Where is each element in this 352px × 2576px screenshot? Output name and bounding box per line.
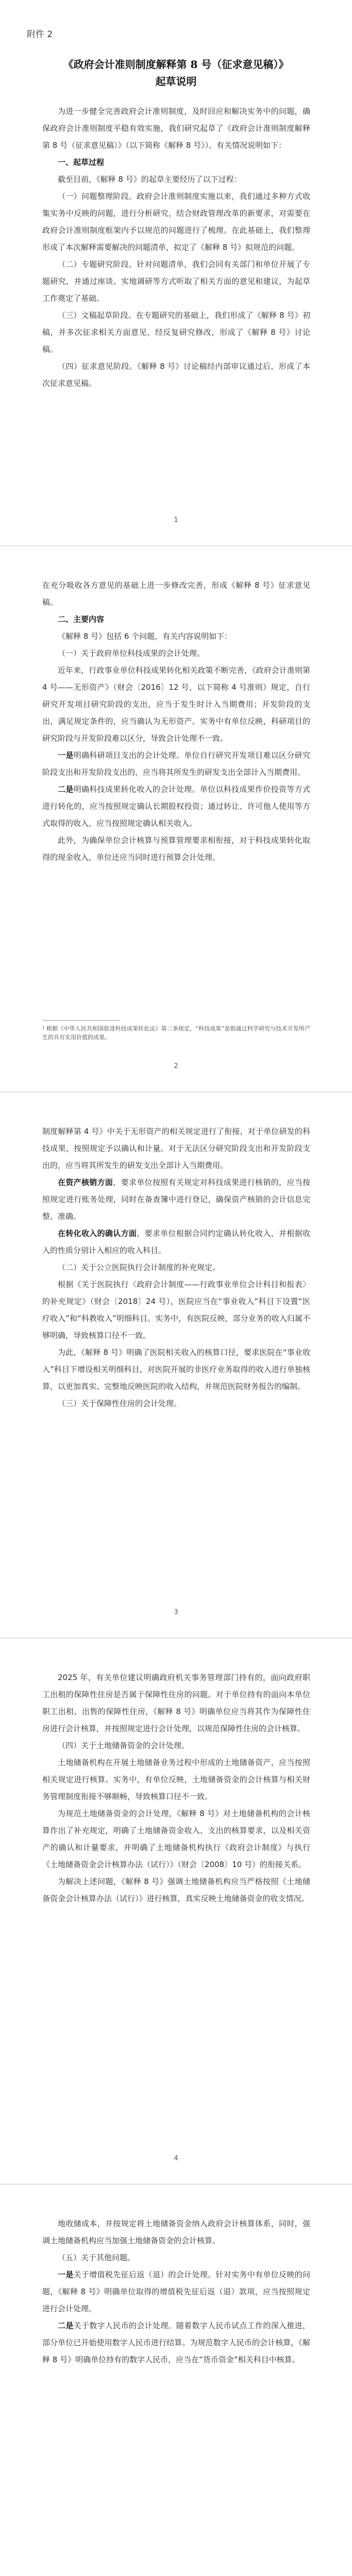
page-number: 3 xyxy=(174,1608,178,1616)
paragraph: 制度解释第 4 号》中关于无形资产的相关规定进行了衔接，对于单位研发的科技成果，按照规定予以确认和计量。对于无法区分研究阶段支出和开发阶段支出的，应当将其所发生的研发支出全部计入当期费用。 xyxy=(42,1127,310,1170)
paragraph: （三）文稿起草阶段。在专题研究的基础上，我们形成了《解释 8 号》初稿，并多次征求相关方面意见，经反复研究修改，形成了《解释 8 号》讨论稿。 xyxy=(42,311,310,354)
paragraph: （四）征求意见阶段。《解释 8 号》讨论稿经内部审议通过后，形成了本次征求意见稿。 xyxy=(42,362,310,388)
page-body xyxy=(42,1669,310,1907)
document-title: 《政府会计准则制度解释第 8 号（征求意见稿）》 xyxy=(63,58,289,71)
paragraph-lead: 二是 xyxy=(58,2321,74,2330)
page-number: 2 xyxy=(174,1062,178,1070)
page-number: 4 xyxy=(174,2155,178,2162)
document-page xyxy=(0,2184,352,2576)
paragraph xyxy=(42,1225,310,1259)
subsection-heading: （四）关于土地储备资金的会计处理。 xyxy=(58,1741,190,1750)
title-block xyxy=(31,56,321,90)
paragraph-text: 关于数字人民币的会计处理。随着数字人民币试点工作的深入推进，部分单位已开始使用数字人民币进行结算。为规范数字人民币的会计核算，《解释 8 号》明确单位持有的数字人民币，应当在“货币资金”相关科目中核算。 xyxy=(42,2321,310,2364)
paragraph: 地收储成本，并按规定将土地储备资金纳入政府会计核算体系，同时，强调土地储备机构应当加强土地储备资金的会计核算。 xyxy=(42,2219,310,2245)
paragraph: 根据《关于医院执行〈政府会计制度——行政事业单位会计科目和报表〉的补充规定》（财会〔2018〕24 号），医院应当在“事业收入”科目下设置“医疗收入”和“科教收入”明细科目。实务中，有医院反映，部分业务的收入归属不够明确，导致核算口径不一致。 xyxy=(42,1280,310,1340)
paragraph: 在充分吸收各方意见的基础上进一步修改完善，形成《解释 8 号》征求意见稿。 xyxy=(42,581,310,607)
paragraph-lead: 在转化收入的确认方面 xyxy=(58,1229,137,1238)
paragraph-lead: 一是 xyxy=(58,2270,74,2279)
paragraph-text: ，要求单位按照有关规定对科技成果进行核销的，应当按照规定进行账务处理，同时在备查簿中进行登记，确保资产核销的会计信息完整、准确。 xyxy=(42,1178,310,1221)
paragraph: 为解决上述问题，《解释 8 号》强调土地储备机构应当严格按照《土地储备资金会计核算办法（试行）》进行核算，真实反映土地储备资金的收支情况。 xyxy=(42,1877,310,1903)
paragraph: 为此，《解释 8 号》明确了医院相关收入的核算口径，要求医院在“事业收入”科目下增设相关明细科目，对医院开展的非医疗业务取得的收入进行单独核算，以更加真实、完整地反映医院的收入结构，并规范医院财务报告的编制。 xyxy=(42,1348,310,1391)
section-heading: 一、起草过程 xyxy=(58,158,105,167)
paragraph-text: ，要求单位根据合同约定确认转化收入，并根据收入的性质分别计入相应的收入科目。 xyxy=(42,1229,310,1255)
paragraph-lead: 一是 xyxy=(58,751,74,760)
page-body xyxy=(42,2215,310,2368)
subsection-heading: （三）关于保障性住房的会计处理。 xyxy=(58,1399,182,1408)
paragraph xyxy=(42,1174,310,1225)
paragraph-lead: 在资产核销方面 xyxy=(58,1178,113,1187)
page-body xyxy=(42,1123,310,1412)
paragraph: 近年来，行政事业单位科技成果转化相关政策不断完善，《政府会计准则第 4 号——无形资产》（财会〔2016〕12 号，以下简称 4 号准则）规定，自行研究开发项目研究阶段的支出，应当于发生时计入当期费用；开发阶段的支出，满足规定条件的，应当确认为无形资产。实务中有单位反映，科研项目的研究阶段与开发阶段难以区分，导致会计处理不一致。 xyxy=(42,666,310,743)
paragraph: 为规范土地储备资金的会计处理，《解释 8 号》对土地储备机构的会计核算作出了补充规定，明确了土地储备资金收入、支出的核算要求，以及相关资产的确认和计量要求，并明确了土地储备机构执行《政府会计制度》与执行《土地储备资金会计核算办法（试行）》（财会〔2008〕10 号）的衔接关系。 xyxy=(42,1809,310,1869)
paragraph: 2025 年，有关单位建议明确政府机关事务管理部门持有的，面向政府职工出租的保障性住房是否属于保障性住房的问题。对于单位持有的面向本单位职工出租、出售的保障性住房，《解释 8 号》明确单位应当将其作为保障性住房进行会计核算，并按照规定进行会计处理，以规范保障性住房的会计核算。 xyxy=(42,1673,310,1733)
attachment-label: 附件 2 xyxy=(27,29,53,40)
paragraph: 《解释 8 号》包括 6 个问题，有关内容说明如下： xyxy=(58,632,232,641)
subsection-heading: （二）关于公立医院执行会计制度的补充规定。 xyxy=(58,1263,221,1272)
subsection-heading: （五）关于其他问题。 xyxy=(58,2253,136,2262)
paragraph-text: 关于增值税先征后返（退）的会计处理。针对实务中有单位反映的问题，《解释 8 号》明确单位取得的增值税先征后返（退）款项，应当按照规定进行会计处理。 xyxy=(42,2270,310,2313)
paragraph: （一）问题整理阶段。政府会计准则制度实施以来，我们通过多种方式收集实务中反映的问题，进行分析研究，结合财政管理改革的新要求，对需要在政府会计准则制度框架内予以规范的问题进行了梳理。在此基础上，我们整理形成了本次解释需要解决的问题清单，拟定了《解释 8 号》拟规范的问题。 xyxy=(42,192,310,252)
document-page xyxy=(0,1638,352,2184)
paragraph-text: 明确科技成果转化收入的会计处理。单位以科技成果作价投资等方式进行转化的，应当按照规定确认长期股权投资；通过转让、许可他人使用等方式取得的收入，应当按照规定确认相关收入。 xyxy=(42,785,310,828)
paragraph-lead: 二是 xyxy=(58,785,74,794)
document-page xyxy=(0,546,352,1092)
subsection-heading: （一）关于政府单位科技成果的会计处理。 xyxy=(58,649,205,658)
page-body xyxy=(42,103,310,392)
document-page xyxy=(0,1092,352,1638)
paragraph-text: 明确科研项目支出的会计处理。单位自行研究开发项目难以区分研究阶段支出和开发阶段支出的，应当将其所发生的研发支出全部计入当期费用。 xyxy=(42,751,310,777)
paragraph xyxy=(42,2266,310,2317)
footnote-rule xyxy=(42,1020,120,1021)
paragraph: 此外，为确保单位会计核算与预算管理要求相衔接，对于科技成果转化取得的现金收入，单位还应当同时进行预算会计处理。 xyxy=(42,836,310,862)
paragraph: 土地储备机构在开展土地储备业务过程中形成的土地储备资产，应当按照相关规定进行核算。实务中，有单位反映，土地储备资金的会计核算与相关财务管理制度衔接不够顺畅，导致核算口径不一致。 xyxy=(42,1758,310,1801)
paragraph: 截至目前，《解释 8 号》的起草主要经历了以下过程： xyxy=(58,175,242,184)
paragraph: （二）专题研究阶段。针对问题清单，我们会同有关部门和单位开展了专题研究，并通过座谈、实地调研等方式听取了相关方面的意见和建议，为起草工作奠定了基础。 xyxy=(42,260,310,303)
section-heading: 二、主要内容 xyxy=(58,615,105,624)
paragraph xyxy=(42,781,310,832)
page-number: 1 xyxy=(174,516,178,524)
document-subtitle: 起草说明 xyxy=(155,75,197,88)
page-body xyxy=(42,577,310,866)
footnote: ¹ 根据《中华人民共和国促进科技成果转化法》第二条规定，“科技成果”是指通过科学研究与技术开发所产生的具有实用价值的成果。 xyxy=(42,1025,310,1041)
paragraph xyxy=(42,747,310,781)
paragraph: 为进一步健全完善政府会计准则制度，及时回应和解决实务中的问题，确保政府会计准则制度平稳有效实施，我们研究起草了《政府会计准则制度解释第 8 号（征求意见稿）》（以下简称《解释 8 号》）。有关情况说明如下： xyxy=(42,107,310,150)
paragraph xyxy=(42,2317,310,2368)
